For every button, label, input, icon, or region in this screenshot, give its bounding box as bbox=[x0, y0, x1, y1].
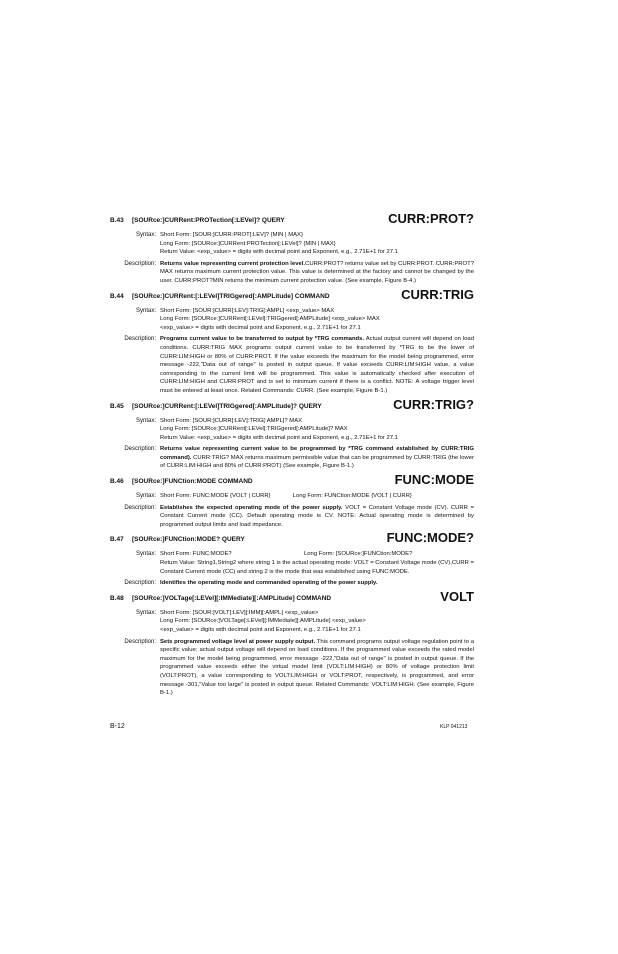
section-b43 bbox=[110, 211, 475, 286]
syntax-label: Syntax: bbox=[135, 493, 156, 500]
description-lead: Returns value representing current value to be programmed by *TRG command established by CURR:TRIG command). bbox=[160, 446, 474, 461]
syntax-row bbox=[110, 417, 474, 443]
section-number: B.44 bbox=[110, 292, 124, 300]
description-label: Description: bbox=[124, 580, 156, 587]
section-title: [SOURce:]CURRent:[:LEVel]TRIGgered[:AMPLitude] COMMAND bbox=[132, 292, 330, 300]
section-number: B.43 bbox=[110, 217, 124, 224]
syntax-short: Short Form: FUNC:MODE? bbox=[160, 551, 232, 558]
description-body: VOLT = Constant Voltage mode (CV). CURR = Constant Current mode (CC). Default operating mode is CV. NOTE: Actual operating mode is determined by programmed output limits and load impedance. bbox=[160, 504, 474, 528]
syntax-line: Return Value: <exp_value> = digits with decimal point and Exponent, e.g., 2.71E+1 for 27.1 bbox=[160, 249, 398, 256]
section-header bbox=[110, 472, 474, 490]
section-b47 bbox=[110, 530, 474, 587]
description-row bbox=[110, 579, 474, 588]
description-lead: Sets programmed voltage level at power supply output. bbox=[160, 638, 316, 645]
section-title: [SOURce:]FUNCtion:MODE COMMAND bbox=[132, 478, 253, 486]
description-label: Description: bbox=[124, 504, 156, 511]
section-header bbox=[110, 396, 474, 415]
command-heading: CURR:TRIG bbox=[401, 286, 474, 302]
description-body: This command programs output voltage regulation point to a specific value; actual output voltage will depend on load conditions. If the programmed value exceeds the rated model maximum for the model being programmed, error message -222,"Data out of range" is posted in output queue. If the programmed value exceeds either the virtual model limit (VOLT:LIM:HIGH) or 80% of voltage protection limit (VOLT:PROT), a value corresponding to VOLT:LIM:HIGH or VOLT:PROT, respectively, is programmed, and error message -301,"Value too large" is posted in output queue. Related Commands: VOLT:LIM:HIGH. (See example, Figure B-1.) bbox=[160, 638, 474, 697]
syntax-long: Long Form: [SOURce:]FUNCtion:MODE? bbox=[304, 551, 413, 558]
syntax-line bbox=[160, 550, 474, 559]
syntax-row bbox=[110, 492, 474, 501]
syntax-row bbox=[110, 609, 474, 635]
syntax-line: <exp_value> = digits with decimal point and Exponent, e.g., 2.71E+1 for 27.1 bbox=[160, 324, 361, 331]
section-number: B.46 bbox=[110, 478, 124, 486]
section-title: [SOURce:]VOLTage[:LEVel][:IMMediate][:AMPLitude] COMMAND bbox=[132, 594, 332, 602]
description-row bbox=[110, 504, 474, 530]
description-text bbox=[160, 504, 474, 530]
description-row bbox=[110, 335, 474, 395]
description-label: Description: bbox=[124, 446, 156, 453]
description-body: Actual output current will depend on load conditions. CURR:TRIG MAX programs output current value to be transferred by *TRG to be the lower of CURR:LIM:HIGH or 80% of CURR:PROT. If the value exceeds the maximum for the model being programmed, error message -222,"Data out of range" is posted in output queue. If value exceeds CURR:LIM:HIGH value, a value corresponding to the current limit will be programmed. This value is automatically checked after execution of CURR:LIM:HIGH and CURR:PROT and is set to minimum current if there is a conflict. NOTE: A voltage trigger level must be entered at least once. Related Commands: CURR. (See example, Figure B-1.) bbox=[160, 336, 474, 394]
syntax-line: Short Form: [SOUR:]CURR:PROT[:LEV]? {MIN | MAX} bbox=[160, 232, 303, 238]
section-number: B.48 bbox=[110, 594, 124, 602]
syntax-line: Long Form: [SOURce:]CURRent[:LEVel]:TRIGgered[:AMPLitude]? MAX bbox=[160, 426, 348, 433]
syntax-label: Syntax: bbox=[135, 232, 156, 238]
section-b48 bbox=[110, 588, 474, 698]
description-text bbox=[160, 335, 474, 395]
syntax-long: Long Form: FUNCtion:MODE {VOLT | CURR} bbox=[292, 493, 412, 500]
syntax-line: Long Form: [SOURce:]VOLTage[:LEVel][:IMMediate][:AMPLitude] <exp_value> bbox=[160, 618, 366, 625]
syntax-label: Syntax: bbox=[135, 417, 156, 424]
section-header bbox=[110, 211, 474, 229]
section-title: [SOURce:]FUNCtion:MODE? QUERY bbox=[132, 536, 245, 544]
description-row bbox=[110, 638, 474, 698]
section-header bbox=[110, 588, 474, 607]
syntax-label: Syntax: bbox=[135, 307, 156, 314]
description-lead: Establishes the expected operating mode of the power supply. bbox=[160, 504, 343, 511]
syntax-return: Return Value: String1,String2 where string 1 is the actual operating mode: VOLT = Constant Voltage mode (CV),CURR = Constant Current mode (CC) and string 2 is the mode that was established using FUNC:MODE. bbox=[160, 560, 474, 575]
syntax-short: Short Form: FUNC:MODE {VOLT | CURR} bbox=[160, 493, 271, 500]
document-id: KLP 041213 bbox=[440, 724, 468, 730]
description-text bbox=[160, 445, 474, 471]
syntax-label: Syntax: bbox=[135, 609, 156, 616]
command-heading: CURR:TRIG? bbox=[393, 396, 474, 412]
description-body: CURR:PROT? returns value set by CURR:PROT. CURR:PROT?MAX returns maximum current protection value. This value is determined at the factory and cannot be changed by the user. CURR:PROT?MIN returns the minimum current protection value. (See example, Figure B-4.) bbox=[160, 260, 475, 284]
command-heading: FUNC:MODE bbox=[394, 472, 474, 488]
section-header bbox=[110, 286, 474, 305]
description-text bbox=[160, 260, 474, 286]
section-header bbox=[110, 530, 474, 548]
section-title: [SOURce:]CURRent:[:LEVel]TRIGgered[:AMPLitude]? QUERY bbox=[132, 402, 322, 410]
description-lead: Programs current value to be transferred to output by *TRG commands. bbox=[160, 336, 365, 343]
command-heading: FUNC:MODE? bbox=[386, 530, 474, 546]
section-b45 bbox=[110, 396, 474, 472]
syntax-line: Short Form: [SOUR:]CURR[:LEV]:TRIG[:AMPL]? MAX bbox=[160, 417, 303, 424]
syntax-line: <exp_value> = digits with decimal point and Exponent, e.g., 2.71E+1 for 27.1 bbox=[160, 627, 361, 633]
description-label: Description: bbox=[124, 260, 156, 267]
description-text bbox=[160, 579, 474, 588]
section-b46 bbox=[110, 472, 474, 529]
syntax-line: Short Form: [SOUR:]CURR[:LEV]:TRIG[:AMPL] <exp_value> MAX bbox=[160, 307, 335, 314]
syntax-line bbox=[160, 492, 474, 501]
description-row bbox=[110, 445, 474, 471]
syntax-line: Short Form: [SOUR:]VOLT[:LEV][:IMM][:AMPL] <exp_value> bbox=[160, 609, 319, 616]
section-number: B.47 bbox=[110, 536, 124, 544]
command-heading: CURR:PROT? bbox=[388, 211, 474, 226]
document-page bbox=[110, 211, 475, 702]
command-heading: VOLT bbox=[440, 588, 474, 604]
syntax-row bbox=[110, 307, 474, 333]
section-title: [SOURce:]CURRent:PROTection[:LEVel]? QUERY bbox=[132, 217, 285, 224]
syntax-label: Syntax: bbox=[135, 551, 156, 558]
description-text bbox=[160, 638, 474, 698]
syntax-line: Long Form: [SOURce:]CURRent[:LEVel]:TRIGgered[:AMPLitude] <exp_value> MAX bbox=[160, 316, 380, 323]
syntax-line: Return Value: <exp_value> = digits with decimal point and Exponent, e.g., 2.71E+1 for 27.1 bbox=[160, 434, 398, 441]
description-body: CURR:TRIG? MAX returns maximum permissible value that can be programmed by CURR:TRIG (the lower of CURR:LIM:HIGH and 80% of CURR:PROT) (See example, Figure B-1.) bbox=[160, 454, 474, 470]
section-b44 bbox=[110, 286, 474, 396]
syntax-line: Long Form: [SOURce:]CURRent:PROTection[:LEVel]? {MIN | MAX} bbox=[160, 240, 336, 247]
syntax-row bbox=[110, 550, 474, 576]
page-number: B-12 bbox=[110, 723, 125, 730]
description-row bbox=[110, 260, 474, 286]
description-lead: Identifies the operating mode and commanded operating of the power supply. bbox=[160, 580, 378, 587]
description-lead: Returns value representing current protection level. bbox=[160, 260, 306, 267]
description-label: Description: bbox=[124, 336, 156, 343]
description-label: Description: bbox=[124, 638, 156, 645]
syntax-row bbox=[110, 231, 474, 257]
section-number: B.45 bbox=[110, 402, 124, 410]
